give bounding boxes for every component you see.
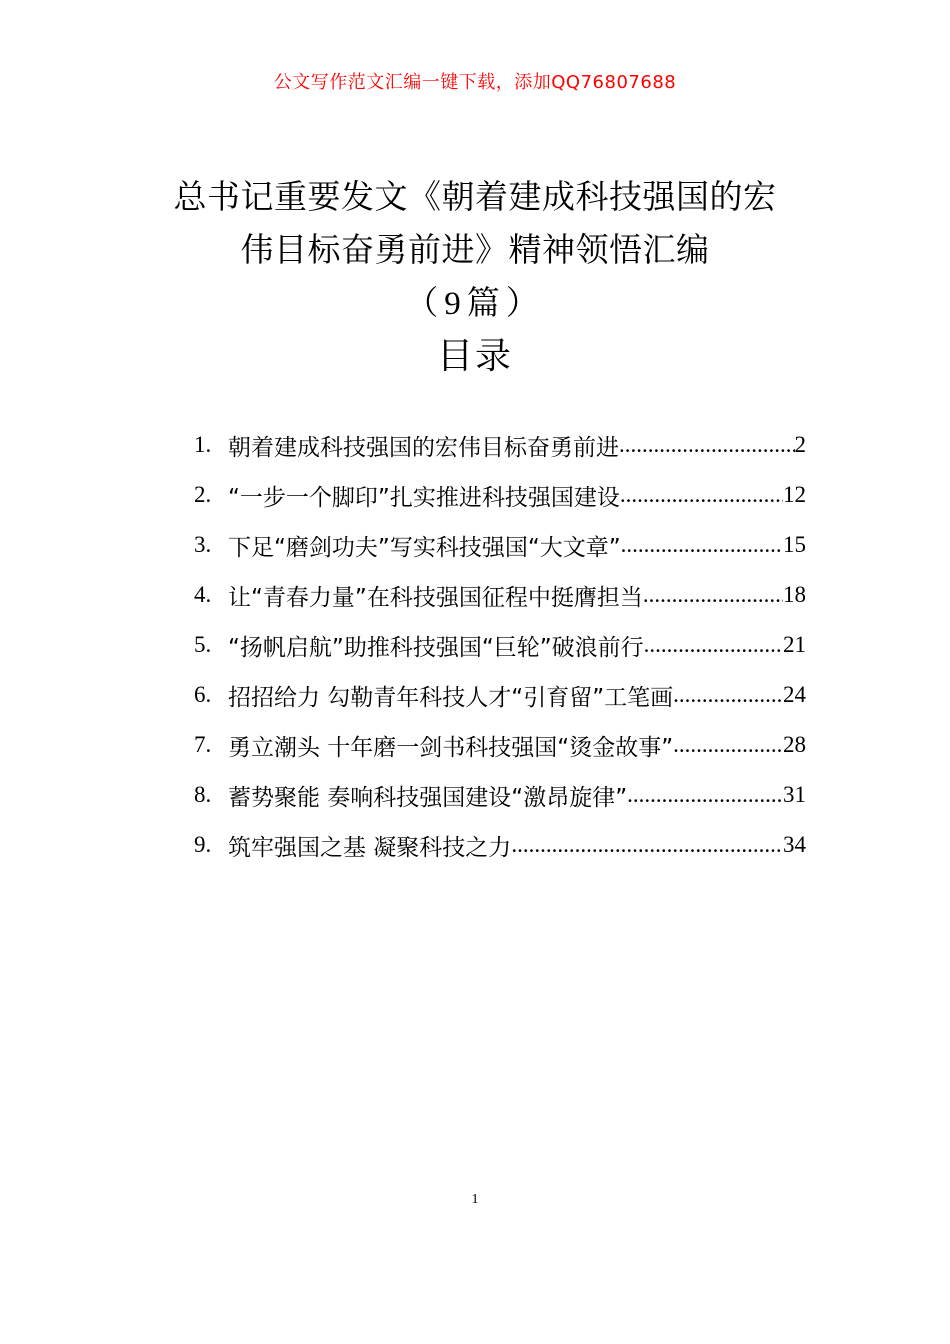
toc-entry-number: 7. — [194, 732, 212, 757]
toc-dot-leader — [643, 582, 783, 608]
toc-entry-title: “一步一个脚印”扎实推进科技强国建设 — [228, 484, 620, 511]
header-promo-note: 公文写作范文汇编一键下载，添加QQ76807688 — [273, 72, 677, 93]
toc-entry-page: 15 — [783, 532, 806, 557]
toc-entry-page: 28 — [783, 732, 806, 757]
toc-entry-title: “扬帆启航”助推科技强国“巨轮”破浪前行 — [228, 634, 644, 661]
toc-entry-number: 1. — [194, 432, 212, 457]
count-unit: 篇 — [466, 283, 506, 322]
title-line-2: 伟目标奋勇前进》精神领悟汇编 — [240, 230, 710, 269]
toc-entry-2[interactable] — [194, 470, 806, 520]
toc-entry-page: 34 — [783, 832, 806, 857]
toc-entry-page: 31 — [783, 782, 806, 807]
toc-entry-page: 21 — [783, 632, 806, 657]
toc-heading: 目录 — [436, 336, 513, 377]
toc-entry-title: 勇立潮头 十年磨一剑书科技强国“烫金故事” — [228, 734, 674, 761]
toc-entry-page: 24 — [783, 682, 806, 707]
toc-dot-leader — [673, 682, 783, 708]
count-number: 9 — [444, 286, 467, 322]
toc-entry-number: 4. — [194, 582, 212, 607]
document-title-block — [120, 170, 830, 385]
toc-dot-leader — [620, 482, 783, 508]
page-number: 1 — [471, 1192, 479, 1207]
toc-entry-title: 蓄势聚能 奏响科技强国建设“激昂旋律” — [228, 784, 628, 811]
toc-entry-number: 6. — [194, 682, 212, 707]
toc-entry-number: 3. — [194, 532, 212, 557]
count-open-paren: （ — [405, 283, 445, 322]
toc-dot-leader — [627, 782, 783, 808]
toc-dot-leader — [511, 832, 783, 858]
count-close-paren: ） — [505, 283, 545, 322]
toc-dot-leader — [619, 432, 795, 458]
toc-entry-title: 下足“磨剑功夫”写实科技强国“大文章” — [228, 534, 621, 561]
toc-dot-leader — [621, 532, 783, 558]
toc-entry-number: 8. — [194, 782, 212, 807]
toc-entry-number: 2. — [194, 482, 212, 507]
toc-dot-leader — [644, 632, 783, 658]
toc-dot-leader — [673, 732, 783, 758]
toc-entry-4[interactable] — [194, 570, 806, 620]
toc-entry-title: 筑牢强国之基 凝聚科技之力 — [228, 834, 512, 861]
toc-entry-7[interactable] — [194, 720, 806, 770]
toc-entry-page: 12 — [783, 482, 806, 507]
toc-entry-title: 招招给力 勾勒青年科技人才“引育留”工笔画 — [228, 684, 674, 711]
toc-entry-3[interactable] — [194, 520, 806, 570]
toc-entry-page: 18 — [783, 582, 806, 607]
article-count — [120, 276, 830, 329]
toc-entry-1[interactable] — [194, 420, 806, 470]
title-line-1: 总书记重要发文《朝着建成科技强国的宏 — [173, 177, 777, 216]
toc-entry-title: 朝着建成科技强国的宏伟目标奋勇前进 — [228, 434, 619, 461]
toc-entry-6[interactable] — [194, 670, 806, 720]
toc-entry-number: 9. — [194, 832, 212, 857]
toc-entry-number: 5. — [194, 632, 212, 657]
table-of-contents — [194, 420, 806, 870]
toc-entry-page: 2 — [794, 432, 806, 457]
toc-entry-8[interactable] — [194, 770, 806, 820]
toc-entry-9[interactable] — [194, 820, 806, 870]
toc-entry-5[interactable] — [194, 620, 806, 670]
toc-entry-title: 让“青春力量”在科技强国征程中挺膺担当 — [228, 584, 643, 611]
